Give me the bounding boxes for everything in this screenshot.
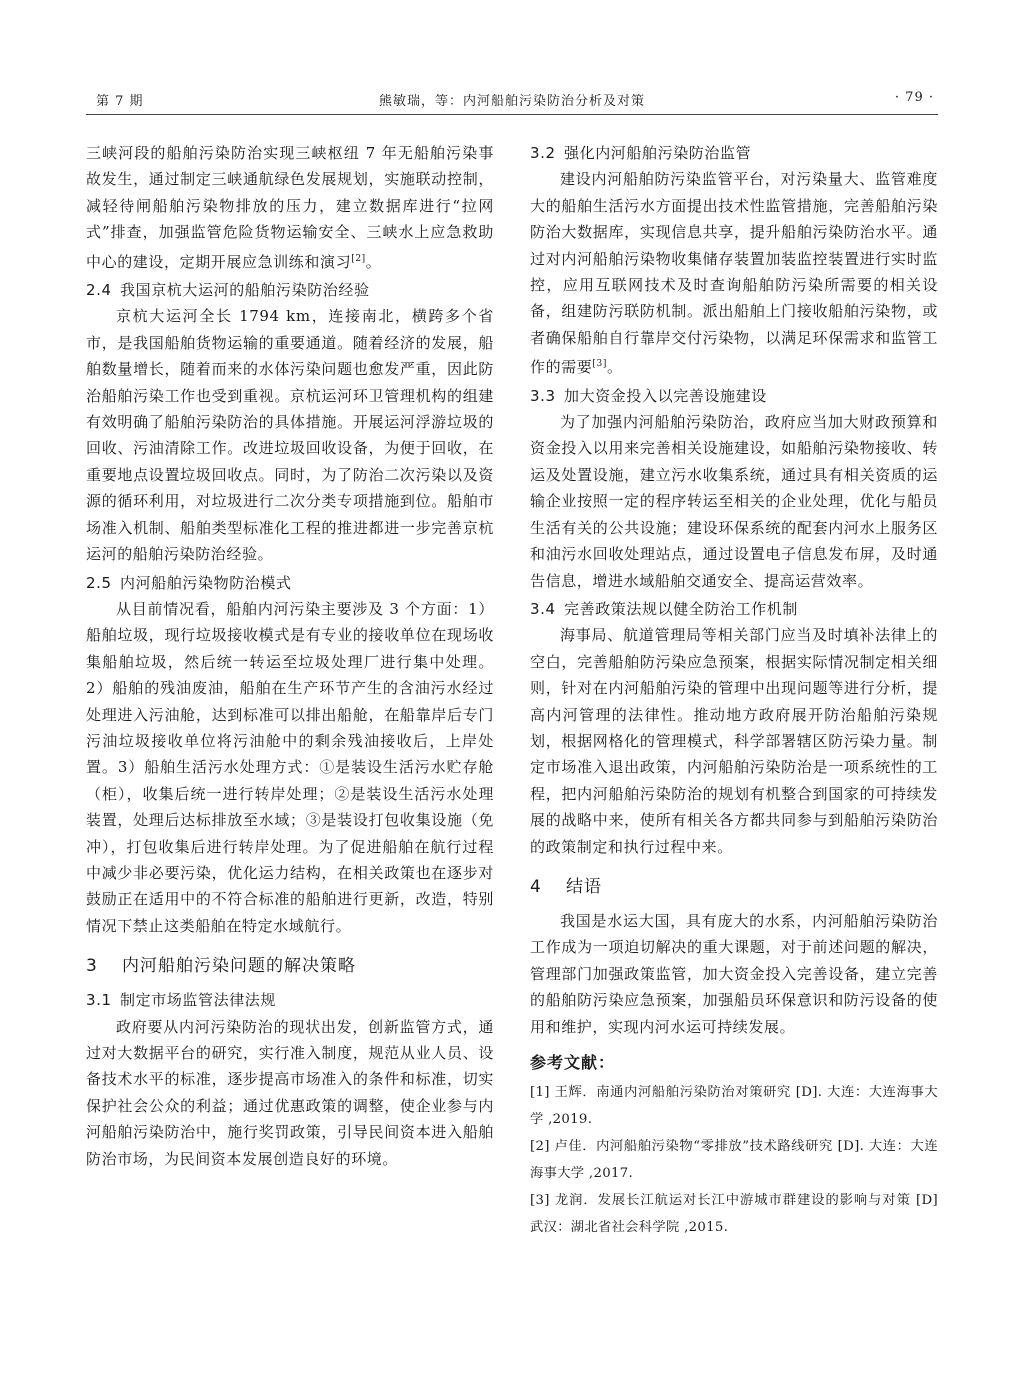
- references-heading: 参考文献：: [530, 1053, 616, 1072]
- reference-item: [2] 卢佳．内河船舶污染物“零排放”技术路线研究 [D]. 大连：大连海事大学 ,2017.: [530, 1139, 938, 1181]
- section-title: 我国京杭大运河的船舶污染防治经验: [120, 281, 370, 300]
- section-title: 内河船舶污染问题的解决策略: [122, 956, 356, 977]
- section-title: 完善政策法规以健全防治工作机制: [564, 599, 799, 618]
- punctuation: 。: [365, 252, 382, 271]
- paragraph-text: 建设内河船舶防污染监管平台，对污染量大、监管难度大的船舶生活污水方面提出技术性监管措施，完善船舶污染防治大数据库，实现信息共享，提升船舶污染防治水平。通过对内河船舶污染物收集储存装置加装监控装置进行实时监控，应用互联网技术及时查询船舶防污染所需要的相关设备，组建防污联防机制。派出船舶上门接收船舶污染物，或者确保船舶自行靠岸交付污染物，以满足环保需求和监管工作的需要: [530, 170, 938, 377]
- section-heading-2-4: [86, 277, 494, 303]
- section-number: 3.1: [86, 991, 112, 1010]
- page-number: · 79 ·: [894, 90, 934, 105]
- section-heading-3-4: [530, 596, 938, 622]
- section-heading-3: [86, 953, 494, 979]
- paragraph-continued: [86, 140, 494, 275]
- left-column: [86, 140, 494, 1172]
- reference-item: [1] 王辉．南通内河船舶污染防治对策研究 [D]. 大连：大连海事大学 ,2019.: [530, 1085, 938, 1127]
- right-column: [530, 140, 938, 1241]
- paragraph: 政府要从内河污染防治的现状出发，创新监管方式，通过对大数据平台的研究，实行准入制度，规范从业人员、设备技术水平的标准，逐步提高市场准入的条件和标准，切实保护社会公众的利益；通过优惠政策的调整，使企业参与内河船舶污染防治中，施行奖罚政策，引导民间资本进入船舶防治市场，为民间资本发展创造良好的环境。: [86, 1017, 494, 1168]
- paragraph: 从目前情况看，船舶内河污染主要涉及 3 个方面：1）船舶垃圾，现行垃圾接收模式是有专业的接收单位在现场收集船舶垃圾，然后统一转运至垃圾处理厂进行集中处理。2）船舶的残油废油，船舶在生产环节产生的含油污水经过处理进入污油舱，达到标准可以排出船舱，在船靠岸后专门污油垃圾接收单位将污油舱中的剩余残油接收后，上岸处置。3）船舶生活污水处理方式：①是装设生活污水贮存舱（柜），收集后统一进行转岸处理；②是装设生活污水处理装置，处理后达标排放至水域；③是装设打包收集设施（免冲），打包收集后进行转岸处理。为了促进船舶在航行过程中减少非必要污染，优化运力结构，在相关政策也在逐步对鼓励正在适用中的不符合标准的船舶进行更新，改造，特别情况下禁止这类船舶在特定水域航行。: [86, 599, 494, 935]
- section-title: 制定市场监管法律法规: [120, 991, 277, 1010]
- reference-item: [3] 龙润．发展长江航运对长江中游城市群建设的影响与对策 [D] 武汉：湖北省社会科学院 ,2015.: [530, 1193, 938, 1235]
- section-number: 3.2: [530, 144, 556, 162]
- punctuation: 。: [606, 358, 623, 377]
- paragraph: 我国是水运大国，具有庞大的水系，内河船舶污染防治工作成为一项迫切解决的重大课题，对于前述问题的解决，管理部门加强政策监管，加大资金投入完善设备，建立完善的船舶防污染应急预案，加强船员环保意识和防污设备的使用和维护，实现内河水运可持续发展。: [530, 911, 938, 1036]
- section-number: 3: [86, 956, 98, 977]
- section-heading-3-1: [86, 987, 494, 1013]
- paragraph-text: 三峡河段的船舶污染防治实现三峡枢纽 7 年无船舶污染事故发生，通过制定三峡通航绿色发展规划，实施联动控制，减轻待闸船舶污染物排放的压力，建立数据库进行“拉网式”排查，加强监管危险货物运输安全、三峡水上应急救助中心的建设，定期开展应急训练和演习: [86, 144, 494, 271]
- running-header: [86, 84, 938, 115]
- section-number: 2.4: [86, 281, 112, 300]
- section-number: 3.4: [530, 599, 556, 618]
- section-title: 内河船舶污染物防治模式: [120, 573, 292, 592]
- issue-number: 第 7 期: [96, 94, 144, 109]
- paragraph: 为了加强内河船舶污染防治，政府应当加大财政预算和资金投入以用来完善相关设施建设，如船舶污染物接收、转运及处置设施，建立污水收集系统，通过具有相关资质的运输企业按照一定的程序转运至相关的企业处理，优化与船员生活有关的公共设施；建设环保系统的配套内河水上服务区和油污水回收处理站点，通过设置电子信息发布屏，及时通告信息，增进水域船舶交通安全、提高运营效率。: [530, 413, 938, 590]
- citation: [3]: [592, 359, 607, 370]
- section-heading-2-5: [86, 570, 494, 596]
- section-heading-4: [530, 874, 938, 900]
- section-heading-3-2: [530, 140, 938, 166]
- paragraph: 海事局、航道管理局等相关部门应当及时填补法律上的空白，完善船舶防污染应急预案，根据实际情况制定相关细则，针对在内河船舶污染的管理中出现问题等进行分析，提高内河管理的法律性。推动地方政府展开防治船舶污染规划，根据网格化的管理模式，科学部署辖区防污染力量。制定市场准入退出政策，内河船舶污染防治是一项系统性的工程，把内河船舶污染防治的规划有机整合到国家的可持续发展的战略中来，使所有相关各方都共同参与到船舶污染防治的政策制定和执行过程中来。: [530, 626, 938, 856]
- section-title: 结语: [566, 876, 602, 897]
- section-number: 3.3: [530, 386, 556, 405]
- paragraph: [530, 166, 938, 380]
- section-number: 2.5: [86, 573, 112, 592]
- section-number: 4: [530, 876, 542, 897]
- paragraph: 京杭大运河全长 1794 km，连接南北，横跨多个省市，是我国船舶货物运输的重要通道。随着经济的发展，船舶数量增长，随着而来的水体污染问题也愈发严重，因此防治船舶污染工作也受到重视。京杭运河环卫管理机构的组建有效明确了船舶污染防治的具体措施。开展运河浮游垃圾的回收、污油清除工作。改进垃圾回收设备，为便于回收，在重要地点设置垃圾回收点。同时，为了防治二次污染以及资源的循环利用，对垃圾进行二次分类专项措施到位。船舶市场准入机制、船舶类型标准化工程的推进都进一步完善京杭运河的船舶污染防治经验。: [86, 307, 494, 564]
- section-title: 加大资金投入以完善设施建设: [564, 386, 767, 405]
- section-title: 强化内河船舶污染防治监管: [564, 144, 752, 162]
- running-title: 熊敏瑞，等：内河船舶污染防治分析及对策: [378, 94, 645, 109]
- section-heading-3-3: [530, 383, 938, 409]
- citation: [2]: [351, 253, 366, 264]
